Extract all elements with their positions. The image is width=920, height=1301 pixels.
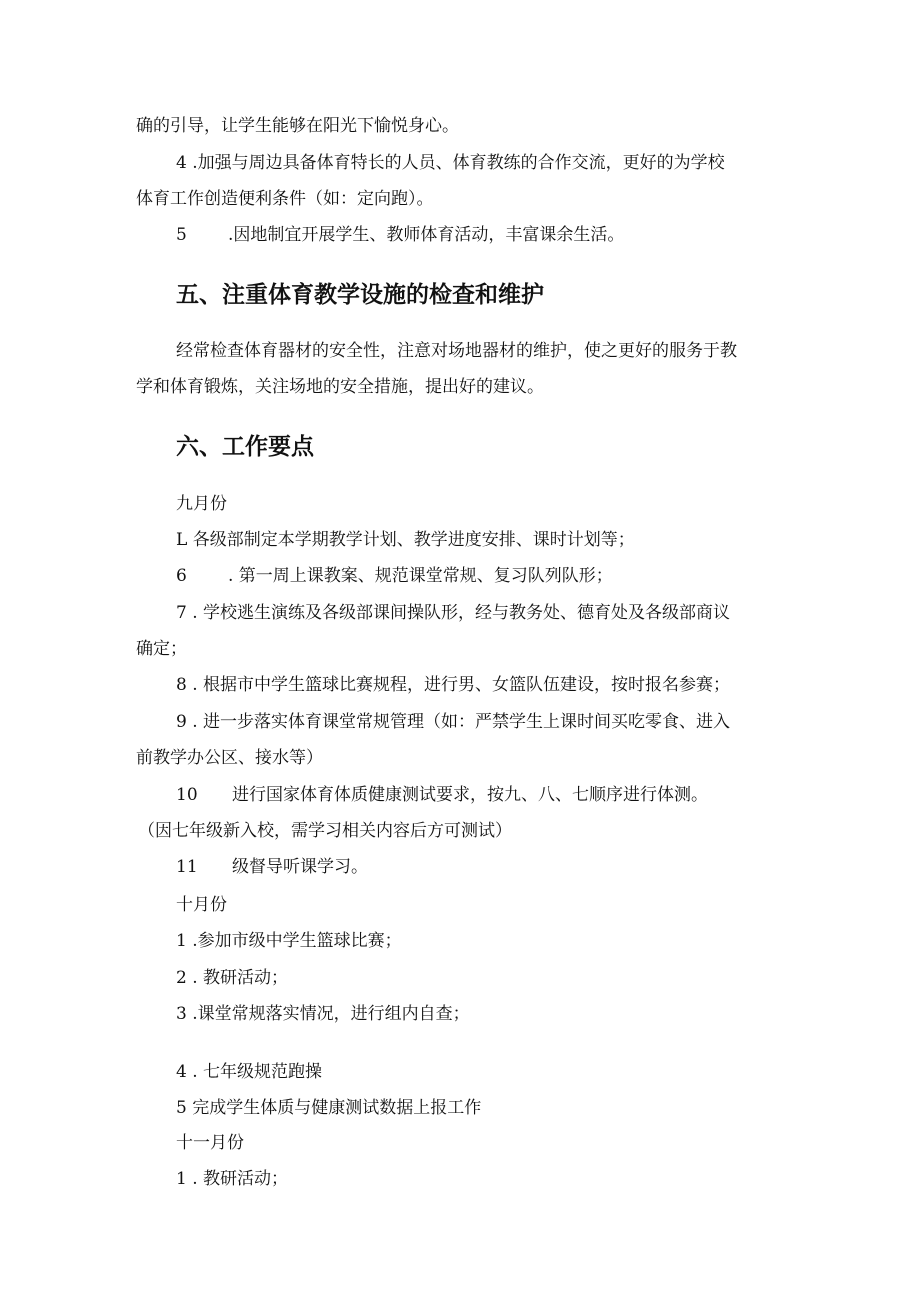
- item-number: 11: [176, 857, 198, 877]
- month-label: 十月份: [176, 895, 227, 915]
- list-item: 1 .参加市级中学生篮球比赛；: [176, 931, 402, 951]
- section-heading: 五、注重体育教学设施的检查和维护: [176, 282, 544, 308]
- list-item-continued: 前教学办公区、接水等）: [136, 748, 323, 768]
- list-item: 7 . 学校逃生演练及各级部课间操队形，经与教务处、德育处及各级部商议: [176, 603, 731, 623]
- item-text: . 第一周上课教案、规范课堂常规、复习队列队形；: [228, 566, 613, 586]
- text-line: 确的引导，让学生能够在阳光下愉悦身心。: [136, 116, 459, 136]
- list-item: [176, 855, 368, 879]
- list-item-continued: （因七年级新入校，需学习相关内容后方可测试）: [138, 821, 512, 841]
- list-item: 9 . 进一步落实体育课堂常规管理（如：严禁学生上课时间买吃零食、进入: [176, 712, 731, 732]
- list-item: L 各级部制定本学期教学计划、教学进度安排、课时计划等；: [176, 530, 635, 550]
- item-text: .因地制宜开展学生、教师体育活动，丰富课余生活。: [228, 225, 625, 245]
- text-line: 4 .加强与周边具备体育特长的人员、体育教练的合作交流，更好的为学校: [176, 153, 725, 173]
- section-heading: 六、工作要点: [176, 434, 314, 460]
- item-number: 10: [176, 785, 198, 805]
- paragraph-line: 学和体育锻炼，关注场地的安全措施，提出好的建议。: [136, 377, 544, 397]
- month-label: 九月份: [176, 494, 227, 514]
- item-number: 6: [176, 566, 187, 586]
- item-number: 5: [176, 225, 187, 245]
- list-item: 4 . 七年级规范跑操: [176, 1062, 323, 1082]
- paragraph-line: 经常检查体育器材的安全性，注意对场地器材的维护，使之更好的服务于教: [176, 341, 737, 361]
- list-item: 8 . 根据市中学生篮球比赛规程，进行男、女篮队伍建设，按时报名参赛；: [176, 675, 731, 695]
- list-item-continued: 确定；: [136, 639, 187, 659]
- month-label: 十一月份: [176, 1133, 244, 1153]
- list-item: 1 . 教研活动；: [176, 1169, 289, 1189]
- text-line: [176, 223, 624, 247]
- item-text: 进行国家体育体质健康测试要求，按九、八、七顺序进行体测。: [232, 785, 708, 805]
- list-item: 5 完成学生体质与健康测试数据上报工作: [176, 1098, 482, 1118]
- text-line: 体育工作创造便利条件（如：定向跑）。: [136, 189, 434, 209]
- list-item: 2 . 教研活动；: [176, 968, 289, 988]
- list-item: [176, 783, 708, 807]
- list-item: 3 .课堂常规落实情况，进行组内自查；: [176, 1004, 470, 1024]
- item-text: 级督导听课学习。: [232, 857, 368, 877]
- list-item: [176, 564, 613, 588]
